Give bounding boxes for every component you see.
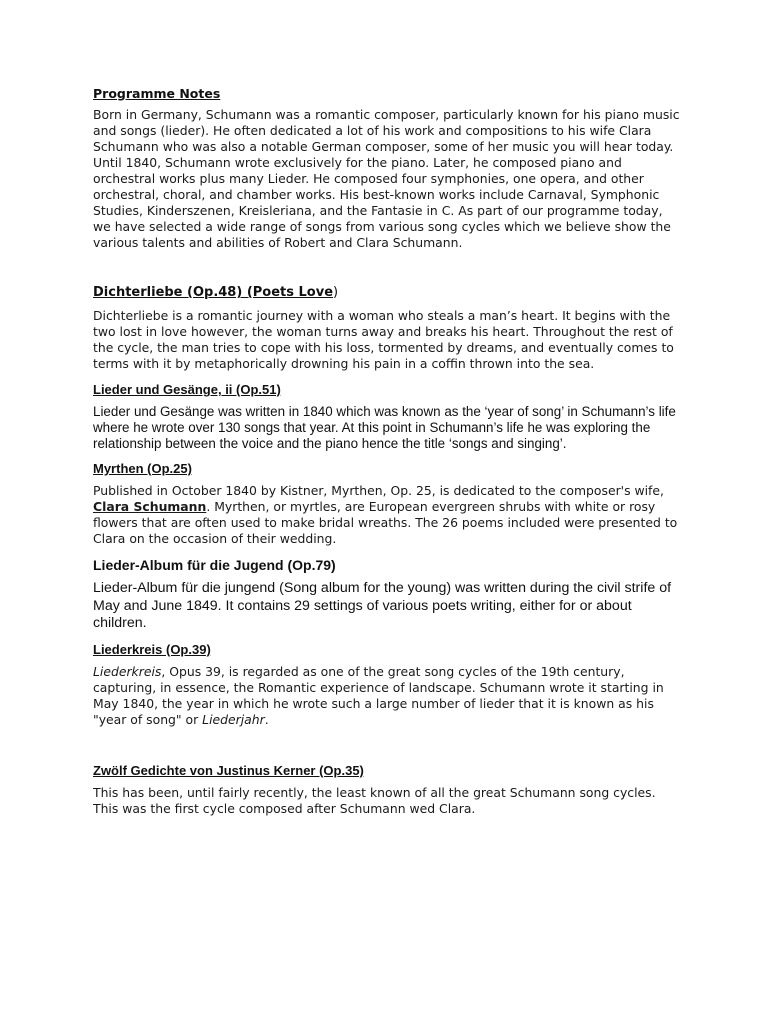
zwolf-gedichte-heading (93, 763, 681, 779)
section-lieder-album (93, 557, 681, 633)
liederkreis-body-mid: , Opus 39, is regarded as one of the great song cycles of the 19th century, capturing, in essence, the Romantic experience of landscape. Schumann wrote it starting in May 1840, the year in which he wrote such a large number of lieder that it is known as his "year of song" or (93, 663, 664, 727)
liederkreis-heading (93, 642, 681, 658)
lieder-album-heading-text: Lieder-Album für die Jugend (93, 557, 284, 573)
liederkreis-body-end: . (264, 711, 269, 727)
section-liederkreis (93, 642, 681, 728)
liederkreis-title-italic: Liederkreis (93, 663, 162, 679)
programme-notes-heading (93, 86, 681, 102)
lieder-und-gesange-body: Lieder und Gesänge was written in 1840 which was known as the ‘year of song’ in Schumann’s life where he wrote over 130 songs that year. At this point in Schumann’s life he was exploring the relationship between the voice and the piano hence the title ‘songs and singing’. (93, 404, 676, 451)
liederkreis-heading-text: Liederkreis (Op.39) (93, 641, 211, 657)
programme-notes-heading-text: Programme Notes (93, 86, 221, 101)
zwolf-gedichte-heading-text: Zwölf Gedichte von Justinus Kerner (Op.35) (93, 762, 364, 778)
liederkreis-body (93, 664, 681, 728)
dichterliebe-heading (93, 285, 681, 301)
section-programme-notes (93, 86, 681, 251)
dichterliebe-body: Dichterliebe is a romantic journey with a woman who steals a man’s heart. It begins with the two lost in love however, the woman turns away and breaks his heart. Throughout the rest of the cycle, the man tries to cope with his loss, tormented by dreams, and eventually comes to terms with it by metaphorically drowning his pain in a coffin thrown into the sea. (93, 308, 674, 371)
zwolf-gedichte-body: This has been, until fairly recently, the least known of all the great Schumann song cycles. This was the first cycle composed after Schumann wed Clara. (93, 784, 656, 816)
lieder-album-heading (93, 557, 681, 574)
section-dichterliebe (93, 285, 681, 372)
section-myrthen (93, 461, 681, 547)
lieder-album-heading-tail: (Op.79) (283, 557, 336, 573)
myrthen-heading-text: Myrthen (Op.25) (93, 461, 192, 476)
document-page (93, 86, 681, 817)
myrthen-body-end: . Myrthen, or myrtles, are European evergreen shrubs with white or rosy flowers that are often used to make bridal wreaths. The 26 poems included were presented to Clara on the occasion of their wedding. (93, 499, 678, 546)
myrthen-body (93, 483, 681, 547)
lieder-und-gesange-heading (93, 382, 681, 398)
section-zwolf-gedichte (93, 763, 681, 817)
dichterliebe-heading-tail: ) (333, 285, 339, 300)
myrthen-heading (93, 461, 681, 477)
clara-schumann-link[interactable]: Clara Schumann (93, 499, 207, 514)
dichterliebe-heading-text: Dichterliebe (Op.48) (Poets Love (93, 285, 334, 300)
myrthen-body-start: Published in October 1840 by Kistner, Myrthen, Op. 25, is dedicated to the composer's wife, (93, 483, 664, 498)
lieder-und-gesange-heading-text: Lieder und Gesänge, ii (Op.51) (93, 382, 281, 397)
section-lieder-und-gesange (93, 382, 681, 452)
programme-notes-body: Born in Germany, Schumann was a romantic composer, particularly known for his piano music and songs (lieder). He often dedicated a lot of his work and compositions to his wife Clara Schumann who was also a notable German composer, some of her music you will hear today. Until 1840, Schumann wrote exclusively for the piano. Later, he composed piano and orchestral works plus many Lieder. He composed four symphonies, one opera, and other orchestral, choral, and chamber works. His best-known works include Carnaval, Symphonic Studies, Kinderszenen, Kreisleriana, and the Fantasie in C. As part of our programme today, we have selected a wide range of songs from various song cycles which we believe show the various talents and abilities of Robert and Clara Schumann. (93, 107, 680, 250)
lieder-album-body: Lieder-Album für die jungend (Song album for the young) was written during the civil strife of May and June 1849. It contains 29 settings of various poets writing, either for or about children. (93, 580, 672, 631)
liederjahr-italic: Liederjahr (202, 711, 265, 727)
